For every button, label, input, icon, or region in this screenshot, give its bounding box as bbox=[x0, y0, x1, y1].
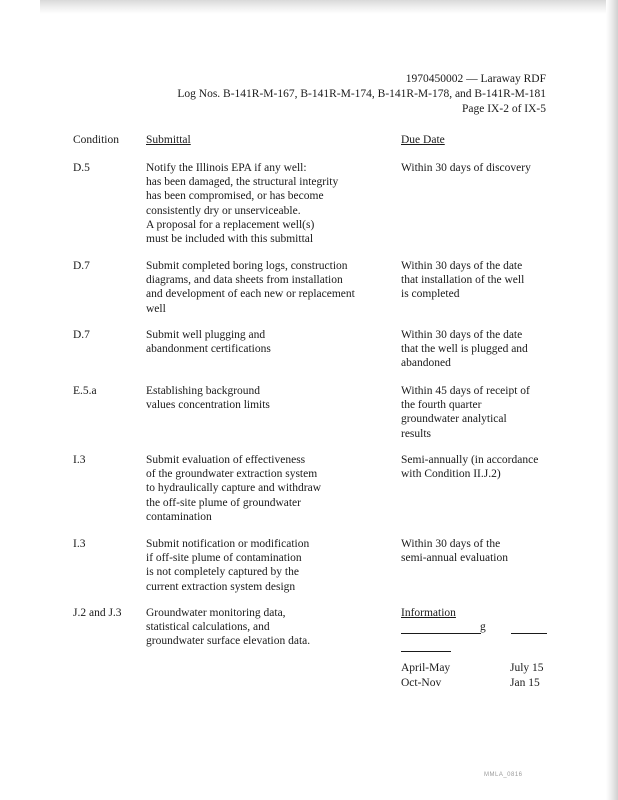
scan-edge-top bbox=[40, 0, 608, 14]
submittal-line: Submit evaluation of effectiveness bbox=[146, 454, 306, 466]
column-header-submittal: Submittal bbox=[146, 134, 191, 146]
blank-line bbox=[511, 633, 547, 634]
header-page-number: Page IX-2 of IX-5 bbox=[462, 103, 546, 115]
condition-cell: D.5 bbox=[73, 162, 90, 174]
footer-bates-stamp: MMLA_0816 bbox=[484, 772, 523, 778]
blank-line bbox=[401, 633, 481, 634]
schedule-period: Oct-Nov bbox=[401, 677, 442, 689]
schedule-due: Jan 15 bbox=[510, 677, 540, 689]
submittal-line: the off-site plume of groundwater bbox=[146, 496, 301, 509]
column-header-condition: Condition bbox=[73, 134, 120, 146]
header-permit-line: 1970450002 — Laraway RDF bbox=[405, 73, 546, 85]
due-date-line: Semi-annually (in accordance bbox=[401, 454, 539, 466]
submittal-line: current extraction system design bbox=[146, 580, 296, 593]
submittal-line: consistently dry or unserviceable. bbox=[146, 204, 301, 217]
column-header-due-date: Due Date bbox=[401, 134, 445, 146]
due-date-line: Within 30 days of the date bbox=[401, 260, 523, 272]
due-date-cell bbox=[401, 453, 561, 481]
submittal-cell bbox=[146, 606, 391, 649]
submittal-cell bbox=[146, 328, 391, 356]
due-date-line: with Condition II.J.2) bbox=[401, 468, 501, 481]
due-date-cell bbox=[401, 537, 561, 565]
submittal-line: to hydraulically capture and withdraw bbox=[146, 482, 321, 495]
due-date-line: Within 45 days of receipt of bbox=[401, 385, 530, 397]
due-date-cell bbox=[401, 161, 561, 175]
submittal-line: A proposal for a replacement well(s) bbox=[146, 218, 315, 231]
due-date-line: abandoned bbox=[401, 357, 451, 370]
submittal-line: has been damaged, the structural integrity bbox=[146, 176, 339, 189]
due-date-line: Within 30 days of the date bbox=[401, 329, 523, 341]
due-date-cell bbox=[401, 328, 561, 371]
condition-cell: J.2 and J.3 bbox=[73, 607, 122, 619]
due-date-line: that the well is plugged and bbox=[401, 343, 528, 356]
condition-cell: I.3 bbox=[73, 454, 86, 466]
submittal-cell bbox=[146, 453, 391, 524]
due-date-line: Within 30 days of the bbox=[401, 538, 501, 550]
due-date-line: Within 30 days of discovery bbox=[401, 162, 531, 174]
scan-edge-right bbox=[606, 0, 618, 800]
submittal-line: Submit notification or modification bbox=[146, 538, 310, 550]
due-date-cell bbox=[401, 384, 561, 441]
blank-line bbox=[401, 651, 451, 652]
submittal-line: Submit well plugging and bbox=[146, 329, 266, 341]
submittal-line: statistical calculations, and bbox=[146, 621, 270, 634]
submittal-line: diagrams, and data sheets from installation bbox=[146, 274, 343, 287]
condition-cell: D.7 bbox=[73, 260, 90, 272]
schedule-due: July 15 bbox=[510, 662, 544, 674]
submittal-line: contamination bbox=[146, 510, 212, 523]
due-date-line: semi-annual evaluation bbox=[401, 552, 508, 565]
submittal-line: Groundwater monitoring data, bbox=[146, 607, 286, 619]
condition-cell: I.3 bbox=[73, 538, 86, 550]
due-date-line: groundwater analytical bbox=[401, 413, 507, 426]
due-date-line: results bbox=[401, 427, 432, 440]
condition-cell: D.7 bbox=[73, 329, 90, 341]
submittal-line: well bbox=[146, 302, 166, 315]
submittal-line: Notify the Illinois EPA if any well: bbox=[146, 162, 307, 174]
submittal-cell bbox=[146, 537, 391, 594]
submittal-cell bbox=[146, 384, 391, 412]
submittal-line: Establishing background bbox=[146, 385, 261, 397]
schedule-period: April-May bbox=[401, 662, 451, 674]
due-date-cell bbox=[401, 259, 561, 302]
submittal-line: if off-site plume of contamination bbox=[146, 552, 302, 565]
submittal-line: values concentration limits bbox=[146, 399, 270, 412]
condition-cell: E.5.a bbox=[73, 385, 97, 397]
submittal-line: groundwater surface elevation data. bbox=[146, 635, 311, 648]
due-date-line: the fourth quarter bbox=[401, 399, 482, 412]
submittal-line: Submit completed boring logs, construction bbox=[146, 260, 348, 272]
submittal-cell bbox=[146, 161, 391, 246]
submittal-line: abandonment certifications bbox=[146, 343, 271, 356]
submittal-line: has been compromised, or has become bbox=[146, 190, 324, 203]
schedule-blank-char: g bbox=[480, 621, 486, 633]
schedule-heading: Information bbox=[401, 607, 456, 619]
due-date-line: that installation of the well bbox=[401, 274, 525, 287]
submittal-line: is not completely captured by the bbox=[146, 566, 299, 579]
submittal-line: must be included with this submittal bbox=[146, 233, 314, 246]
header-log-numbers: Log Nos. B-141R-M-167, B-141R-M-174, B-141R-M-178, and B-141R-M-181 bbox=[177, 88, 546, 100]
submittal-cell bbox=[146, 259, 391, 316]
submittal-line: and development of each new or replacement bbox=[146, 288, 355, 301]
due-date-line: is completed bbox=[401, 288, 460, 301]
submittal-line: of the groundwater extraction system bbox=[146, 468, 318, 481]
